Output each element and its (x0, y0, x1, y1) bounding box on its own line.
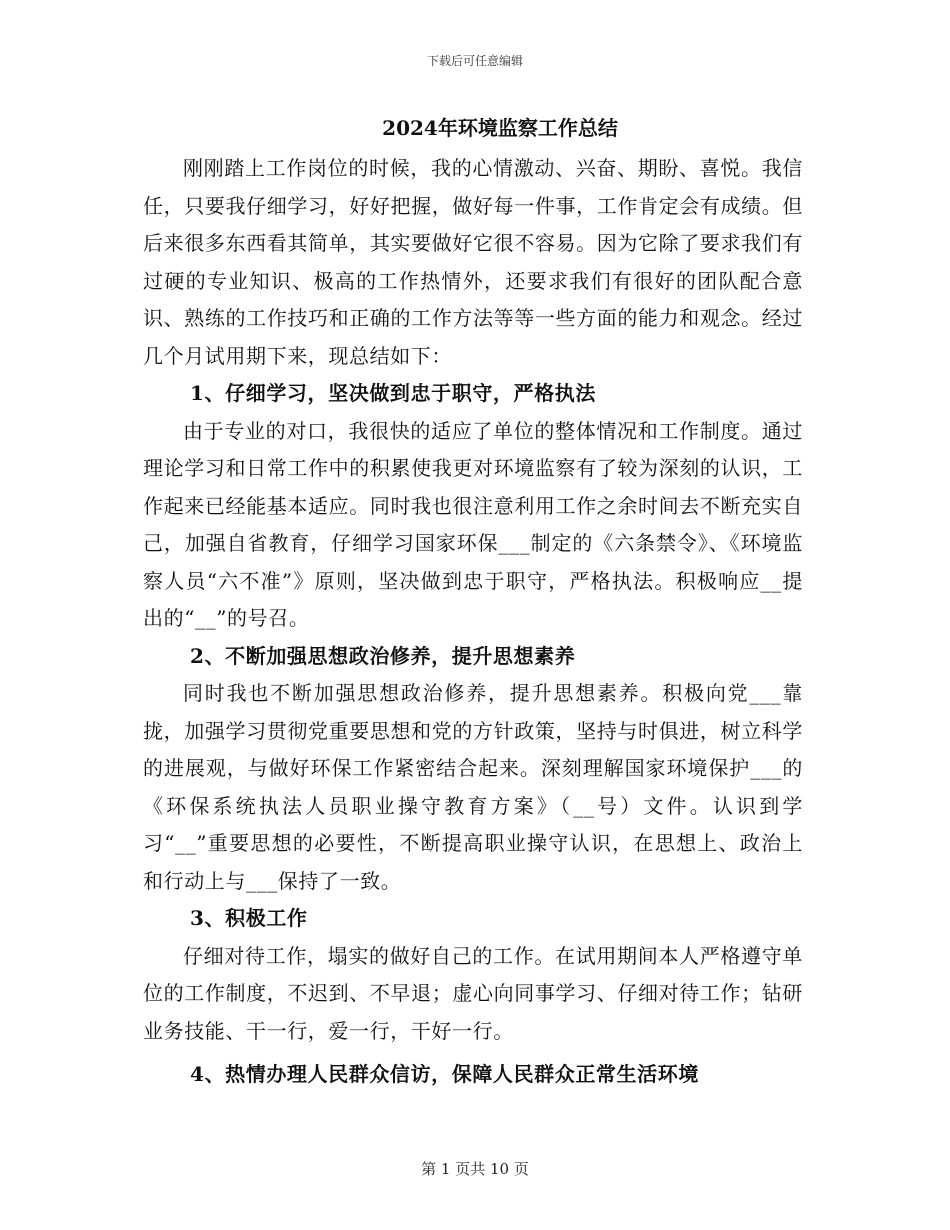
section-paragraph-1: 由于专业的对口，我很快的适应了单位的整体情况和工作制度。通过理论学习和日常工作中的积累使我更对环境监察有了较为深刻的认识，工作起来已经能基本适应。同时我也很注意利用工作之余时间去不断充实自己，加强自省教育，仔细学习国家环保___制定的《六条禁令》、《环境监察人员“六不准”》原则，坚决做到忠于职守，严格执法。积极响应__提出的“__”的号召。 (143, 418, 803, 630)
intro-paragraph: 刚刚踏上工作岗位的时候，我的心情激动、兴奋、期盼、喜悦。我信任，只要我仔细学习，好好把握，做好每一件事，工作肯定会有成绩。但后来很多东西看其简单，其实要做好它很不容易。因为它除了要求我们有过硬的专业知识、极高的工作热情外，还要求我们有很好的团队配合意识、熟练的工作技巧和正确的工作方法等等一些方面的能力和观念。经过几个月试用期下来，现总结如下： (143, 156, 803, 368)
section-heading-4: 4、热情办理人民群众信访，保障人民群众正常生活环境 (190, 1062, 699, 1086)
section-paragraph-3: 仔细对待工作，塌实的做好自己的工作。在试用期间本人严格遵守单位的工作制度，不迟到、不早退；虚心向同事学习、仔细对待工作；钻研业务技能、干一行，爱一行，干好一行。 (143, 943, 803, 1043)
document-body (143, 150, 803, 1094)
section-heading-1: 1、仔细学习，坚决做到忠于职守，严格执法 (190, 381, 596, 405)
page-number: 第 1 页共 10 页 (421, 1160, 529, 1178)
section-heading-2: 2、不断加强思想政治修养，提升思想素养 (190, 643, 576, 668)
header-note: 下载后可任意编辑 (426, 54, 523, 68)
section-heading-3: 3、积极工作 (190, 906, 308, 930)
document-title: 2024年环境监察工作总结 (382, 116, 618, 140)
section-paragraph-2: 同时我也不断加强思想政治修养，提升思想素养。积极向党___靠拢，加强学习贯彻党重要思想和党的方针政策，坚持与时俱进，树立科学的进展观，与做好环保工作紧密结合起来。深刻理解国家环境保护___的《环保系统执法人员职业操守教育方案》（__号）文件。认识到学习“__”重要思想的必要性，不断提高职业操守认识，在思想上、政治上和行动上与___保持了一致。 (143, 681, 803, 893)
